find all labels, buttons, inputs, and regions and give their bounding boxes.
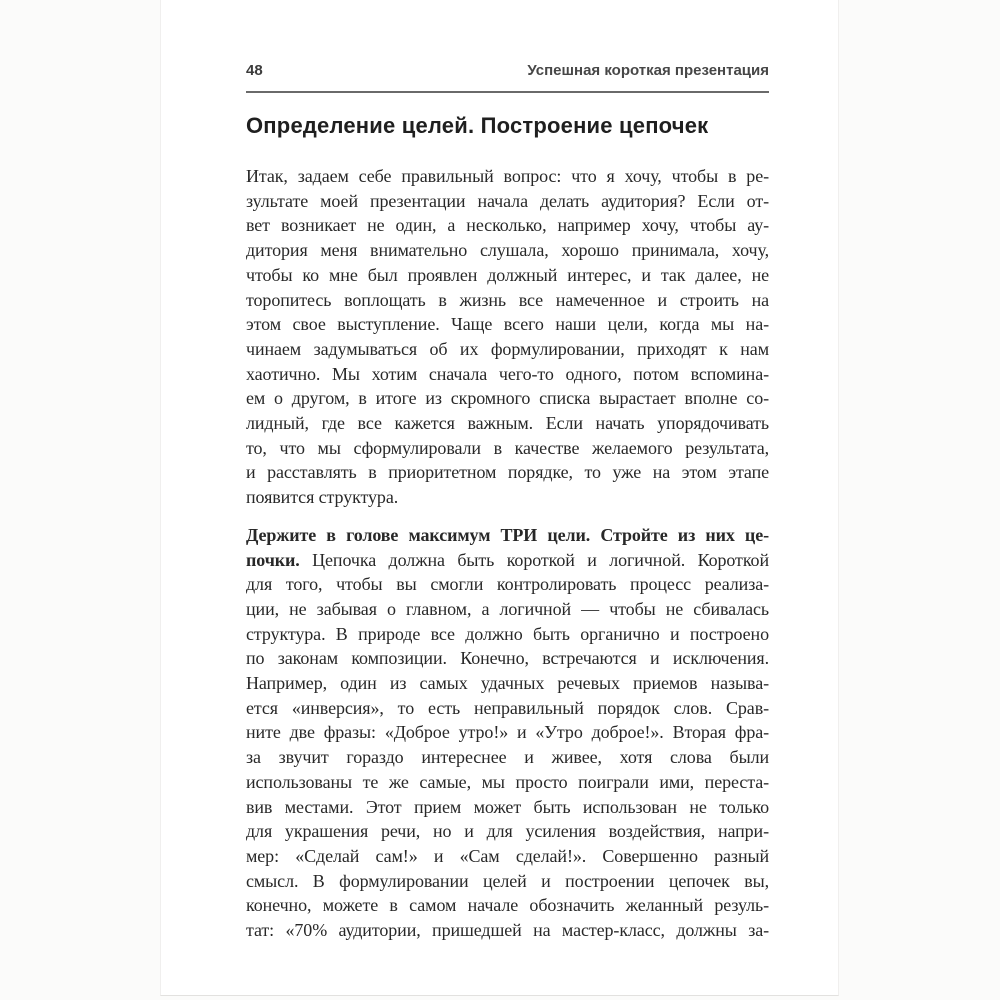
text-line: конечно, можете в самом начале обозначить желанный резуль- (246, 895, 769, 916)
text-line: зультате моей презентации начала делать аудитория? Если от- (246, 190, 769, 211)
text-line: торопитесь воплощать в жизнь все намеченное и строить на (246, 289, 769, 310)
text-line: Например, один из самых удачных речевых приемов называ- (246, 673, 769, 694)
text-line: чинаем задумываться об их формулировании, приходят к нам (246, 338, 769, 359)
text-line: и расставлять в приоритетном порядке, то уже на этом этапе (246, 462, 769, 483)
text-line: лидный, где все кажется важным. Если начать упорядочивать (246, 413, 769, 434)
text-line: вет возникает не один, а несколько, например хочу, чтобы ау- (246, 215, 769, 236)
book-page (160, 0, 839, 996)
section-heading: Определение целей. Построение цепочек (246, 113, 709, 138)
text-line: по законам композиции. Конечно, встречаются и исключения. (246, 648, 769, 669)
text-line: вив местами. Этот прием может быть использован не только (246, 796, 769, 817)
text-line: дитория меня внимательно слушала, хорошо принимала, хочу, (246, 240, 769, 261)
body-text (246, 164, 769, 943)
text-line: мер: «Сделай сам!» и «Сам сделай!». Совершенно разный (246, 845, 769, 866)
text-line: структура. В природе все должно быть органично и построено (246, 623, 769, 644)
text-line: почки. Цепочка должна быть короткой и логичной. Короткой (246, 549, 769, 570)
text-line: смысл. В формулировании целей и построении цепочек вы, (246, 870, 769, 891)
text-line: Держите в голове максимум ТРИ цели. Стройте из них це- (246, 524, 769, 545)
text-line: для того, чтобы вы смогли контролировать процесс реализа- (246, 574, 769, 595)
text-line: Итак, задаем себе правильный вопрос: что я хочу, чтобы в ре- (246, 166, 769, 186)
text-line: ции, не забывая о главном, а логичной — чтобы не сбивалась (246, 598, 769, 619)
page-number: 48 (246, 62, 263, 79)
paragraph (246, 164, 769, 510)
text-line: этом свое выступление. Чаще всего наши цели, когда мы на- (246, 314, 769, 335)
text-line: тат: «70% аудитории, пришедшей на мастер-класс, должны за- (246, 920, 769, 941)
text-line: появится структура. (246, 487, 399, 508)
paragraph (246, 523, 769, 943)
text-line: ем о другом, в итоге из скромного списка вырастает вполне со- (246, 388, 769, 409)
page-content (246, 0, 769, 995)
text-line: за звучит гораздо интереснее и живее, хотя слова были (246, 747, 769, 768)
header-rule (246, 91, 769, 93)
text-line: хаотично. Мы хотим сначала чего-то одного, потом вспомина- (246, 363, 769, 384)
running-head: Успешная короткая презентация (527, 62, 769, 79)
text-line: для украшения речи, но и для усиления воздействия, напри- (246, 821, 769, 842)
text-line: использованы те же самые, мы просто поиграли ими, переста- (246, 771, 769, 792)
text-line: ните две фразы: «Доброе утро!» и «Утро доброе!». Вторая фра- (246, 722, 769, 743)
text-line: ется «инверсия», то есть неправильный порядок слов. Срав- (246, 697, 769, 718)
text-line: чтобы ко мне был проявлен должный интерес, и так далее, не (246, 264, 769, 285)
page-header (246, 63, 769, 78)
text-line: то, что мы сформулировали в качестве желаемого результата, (246, 437, 769, 458)
